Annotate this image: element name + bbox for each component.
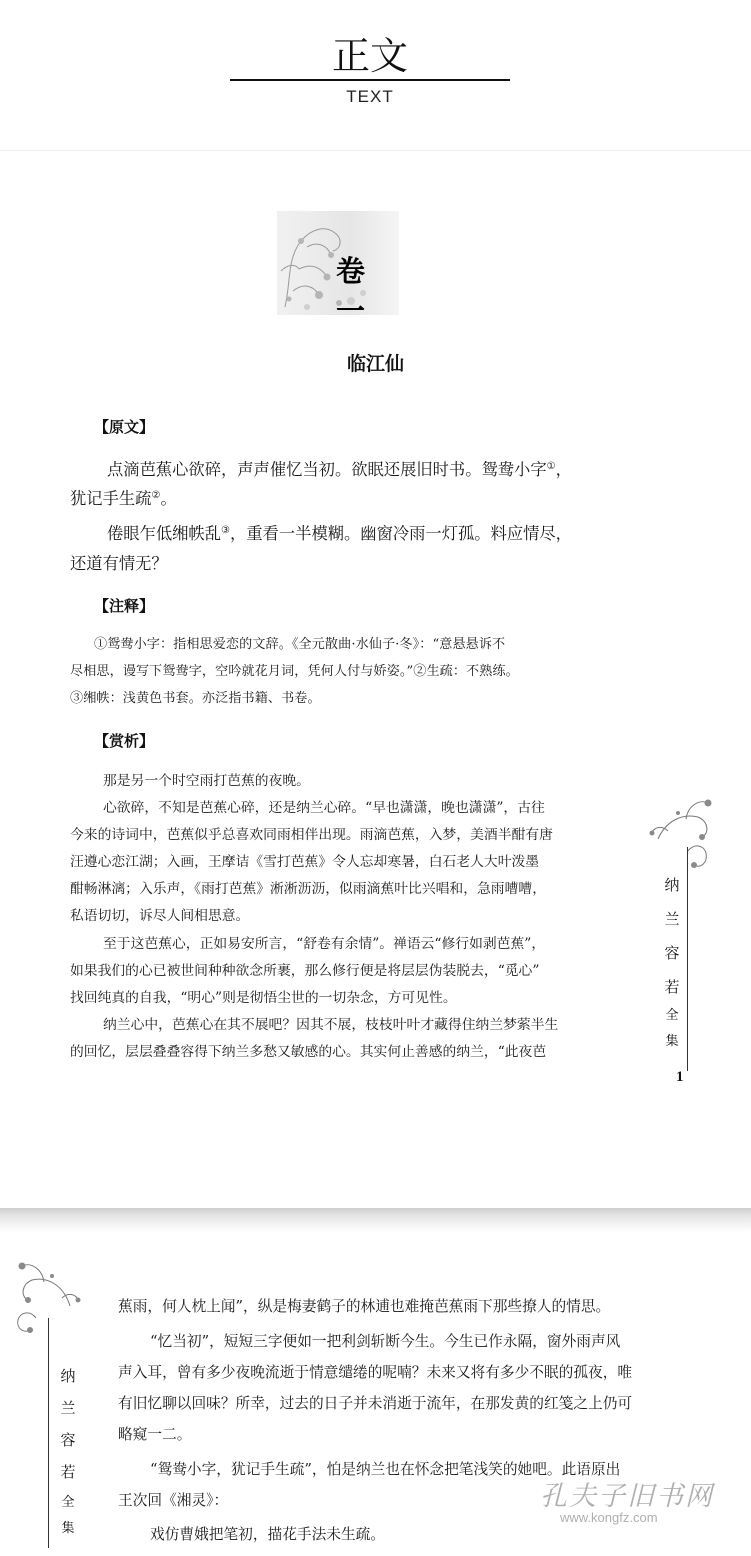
side-tab-char: 全 bbox=[61, 1495, 75, 1510]
side-tab-char: 若 bbox=[664, 978, 680, 996]
body-line: 戏仿曹娥把笔初，描花手法未生疏。 bbox=[150, 1526, 386, 1543]
analysis-line: 的回忆，层层叠叠容得下纳兰多愁又敏感的心。其实何止善感的纳兰，“此夜芭 bbox=[70, 1044, 547, 1060]
floral-ornament-icon bbox=[8, 1256, 82, 1336]
analysis-line: 酣畅淋漓；入乐声，《雨打芭蕉》淅淅沥沥，似雨滴蕉叶比兴唱和，急雨嘈嘈， bbox=[70, 881, 546, 897]
analysis-line: 心欲碎，不知是芭蕉心碎，还是纳兰心碎。“早也潇潇，晚也潇潇”，古往 bbox=[103, 800, 545, 816]
side-tab-char: 集 bbox=[61, 1521, 75, 1536]
side-tab-char: 纳 bbox=[664, 876, 680, 894]
side-tab-char: 集 bbox=[665, 1034, 679, 1049]
body-line: 略窥一二。 bbox=[118, 1426, 192, 1443]
analysis-line: 至于这芭蕉心，正如易安所言，“舒卷有余情”。禅语云“修行如剥芭蕉”， bbox=[103, 936, 546, 952]
side-tab-char: 全 bbox=[665, 1008, 679, 1023]
section-heading-notes: 【注释】 bbox=[94, 597, 155, 615]
side-tab-char: 兰 bbox=[60, 1399, 76, 1417]
floral-ornament-icon bbox=[648, 791, 722, 871]
note-line: ③缃帙：浅黄色书套。亦泛指书籍、书卷。 bbox=[70, 691, 321, 706]
side-tab-char: 兰 bbox=[664, 910, 680, 928]
original-line: 还道有情无？ bbox=[70, 554, 168, 573]
note-line: 尽相思，谩写下鸳鸯字，空吟就花月词，凭何人付与娇姿。”②生疏：不熟练。 bbox=[70, 664, 519, 679]
poem-title: 临江仙 bbox=[346, 353, 404, 375]
analysis-line: 私语切切，诉尽人间相思意。 bbox=[70, 908, 250, 924]
page-number: 1 bbox=[676, 1069, 684, 1085]
analysis-line: 找回纯真的自我，“明心”则是彻悟尘世的一切杂念，方可见性。 bbox=[70, 990, 457, 1006]
footnote-marker: ② bbox=[151, 489, 161, 501]
page-divider bbox=[0, 1208, 751, 1232]
note-line: ①鸳鸯小字：指相思爱恋的文辞。《全元散曲·水仙子·冬》：“意悬悬诉不 bbox=[94, 637, 506, 652]
section-title: 正文 bbox=[331, 34, 408, 78]
title-underline bbox=[230, 79, 510, 81]
body-line: “鸳鸯小字，犹记手生疏”，怕是纳兰也在怀念把笔浅笑的她吧。此语原出 bbox=[150, 1461, 621, 1478]
watermark-logo: 孔夫子旧书网 bbox=[540, 1481, 714, 1512]
side-tab-char: 纳 bbox=[60, 1367, 76, 1385]
analysis-line: 那是另一个时空雨打芭蕉的夜晚。 bbox=[103, 773, 310, 789]
analysis-line: 今来的诗词中，芭蕉似乎总喜欢同雨相伴出现。雨滴芭蕉，入梦，美酒半酣有唐 bbox=[70, 827, 553, 843]
side-tab-char: 容 bbox=[664, 944, 680, 962]
chapter-label: 卷 一 bbox=[336, 254, 415, 328]
body-line: 蕉雨，何人枕上闻”，纵是梅妻鹤子的林逋也难掩芭蕉雨下那些撩人的情思。 bbox=[118, 1298, 611, 1315]
side-tab-char: 容 bbox=[60, 1431, 76, 1449]
section-heading-original: 【原文】 bbox=[94, 418, 155, 436]
book-page-1 bbox=[0, 150, 751, 1209]
body-line: 王次回《湘灵》： bbox=[118, 1492, 229, 1509]
analysis-line: 汪遵心恋江湖；入画，王摩诘《雪打芭蕉》令人忘却寒暑，白石老人大叶泼墨 bbox=[70, 854, 540, 870]
body-line: 有旧忆聊以回味？所幸，过去的日子并未消逝于流年，在那发黄的红笺之上仍可 bbox=[118, 1395, 633, 1412]
original-line: 倦眼乍低缃帙乱③，重看一半模糊。幽窗冷雨一灯孤。料应情尽， bbox=[107, 524, 572, 543]
side-tab bbox=[8, 1256, 82, 1556]
body-line: “忆当初”，短短三字便如一把利剑斩断今生。今生已作永隔，窗外雨声风 bbox=[150, 1333, 621, 1350]
footnote-marker: ① bbox=[546, 460, 556, 472]
section-subtitle: TEXT bbox=[346, 87, 394, 106]
original-line: 点滴芭蕉心欲碎，声声催忆当初。欲眠还展旧时书。鸳鸯小字①， bbox=[107, 460, 572, 479]
original-line: 犹记手生疏②。 bbox=[70, 489, 177, 508]
side-tab-char: 若 bbox=[60, 1463, 76, 1481]
analysis-line: 如果我们的心已被世间种种欲念所裹，那么修行便是将层层伪装脱去，“觅心” bbox=[70, 963, 540, 979]
analysis-line: 纳兰心中，芭蕉心在其不展吧？因其不展，枝枝叶叶才藏得住纳兰梦萦半生 bbox=[103, 1017, 559, 1033]
watermark-url: www.kongfz.com bbox=[560, 1510, 658, 1525]
section-heading-analysis: 【赏析】 bbox=[94, 732, 155, 750]
body-line: 声入耳，曾有多少夜晚流逝于情意缱绻的呢喃？未来又将有多少不眠的孤夜，唯 bbox=[118, 1364, 633, 1381]
side-tab bbox=[648, 791, 722, 1091]
footnote-marker: ③ bbox=[220, 524, 231, 536]
